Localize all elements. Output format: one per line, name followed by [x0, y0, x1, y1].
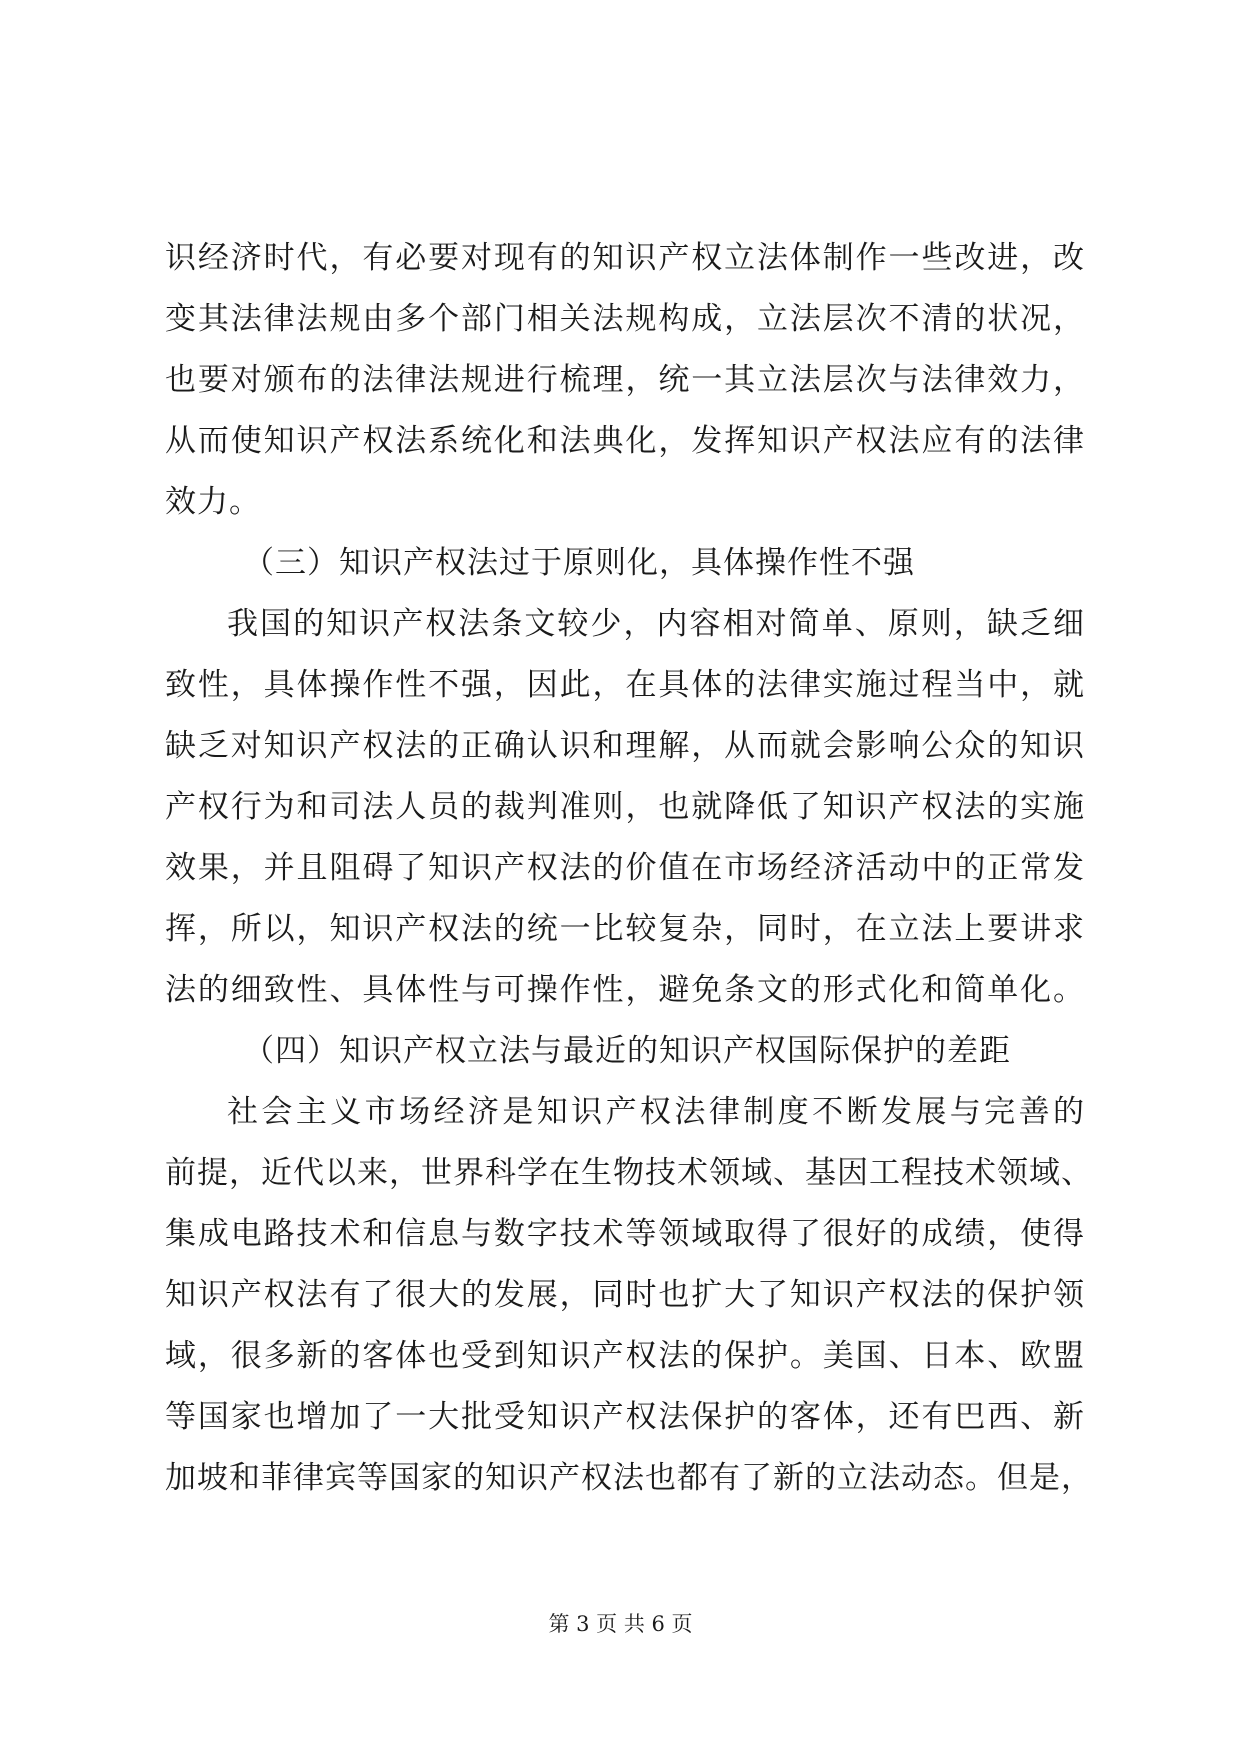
- text-line: 前提，近代以来，世界科学在生物技术领域、基因工程技术领域、: [165, 1155, 1093, 1191]
- text-line: 域，很多新的客体也受到知识产权法的保护。美国、日本、欧盟: [165, 1338, 1085, 1374]
- section-heading: （四）知识产权立法与最近的知识产权国际保护的差距: [243, 1033, 1011, 1069]
- body-text: [165, 228, 1093, 1509]
- text-line: 识经济时代，有必要对现有的知识产权立法体制作一些改进，改: [165, 240, 1085, 276]
- text-line: 社会主义市场经济是知识产权法律制度不断发展与完善的: [227, 1094, 1085, 1130]
- text-line: 从而使知识产权法系统化和法典化，发挥知识产权法应有的法律: [165, 423, 1085, 459]
- text-line: 产权行为和司法人员的裁判准则，也就降低了知识产权法的实施: [165, 789, 1085, 825]
- page-footer: 第 3 页 共 6 页: [548, 1612, 693, 1636]
- text-line: 知识产权法有了很大的发展，同时也扩大了知识产权法的保护领: [165, 1277, 1085, 1313]
- text-line: 也要对颁布的法律法规进行梳理，统一其立法层次与法律效力，: [165, 362, 1085, 398]
- text-line: 效果，并且阻碍了知识产权法的价值在市场经济活动中的正常发: [165, 850, 1085, 886]
- text-line: 效力。: [165, 484, 261, 520]
- text-line: 法的细致性、具体性与可操作性，避免条文的形式化和简单化。: [165, 972, 1085, 1008]
- text-line: 集成电路技术和信息与数字技术等领域取得了很好的成绩，使得: [165, 1216, 1085, 1252]
- text-line: 我国的知识产权法条文较少，内容相对简单、原则，缺乏细: [227, 606, 1085, 642]
- text-line: 加坡和菲律宾等国家的知识产权法也都有了新的立法动态。但是，: [165, 1460, 1093, 1496]
- text-line: 等国家也增加了一大批受知识产权法保护的客体，还有巴西、新: [165, 1399, 1085, 1435]
- text-line: 致性，具体操作性不强，因此，在具体的法律实施过程当中，就: [165, 667, 1085, 703]
- text-line: 变其法律法规由多个部门相关法规构成，立法层次不清的状况，: [165, 301, 1085, 337]
- text-line: 挥，所以，知识产权法的统一比较复杂，同时，在立法上要讲求: [165, 911, 1085, 947]
- section-heading: （三）知识产权法过于原则化，具体操作性不强: [243, 545, 915, 581]
- text-line: 缺乏对知识产权法的正确认识和理解，从而就会影响公众的知识: [165, 728, 1085, 764]
